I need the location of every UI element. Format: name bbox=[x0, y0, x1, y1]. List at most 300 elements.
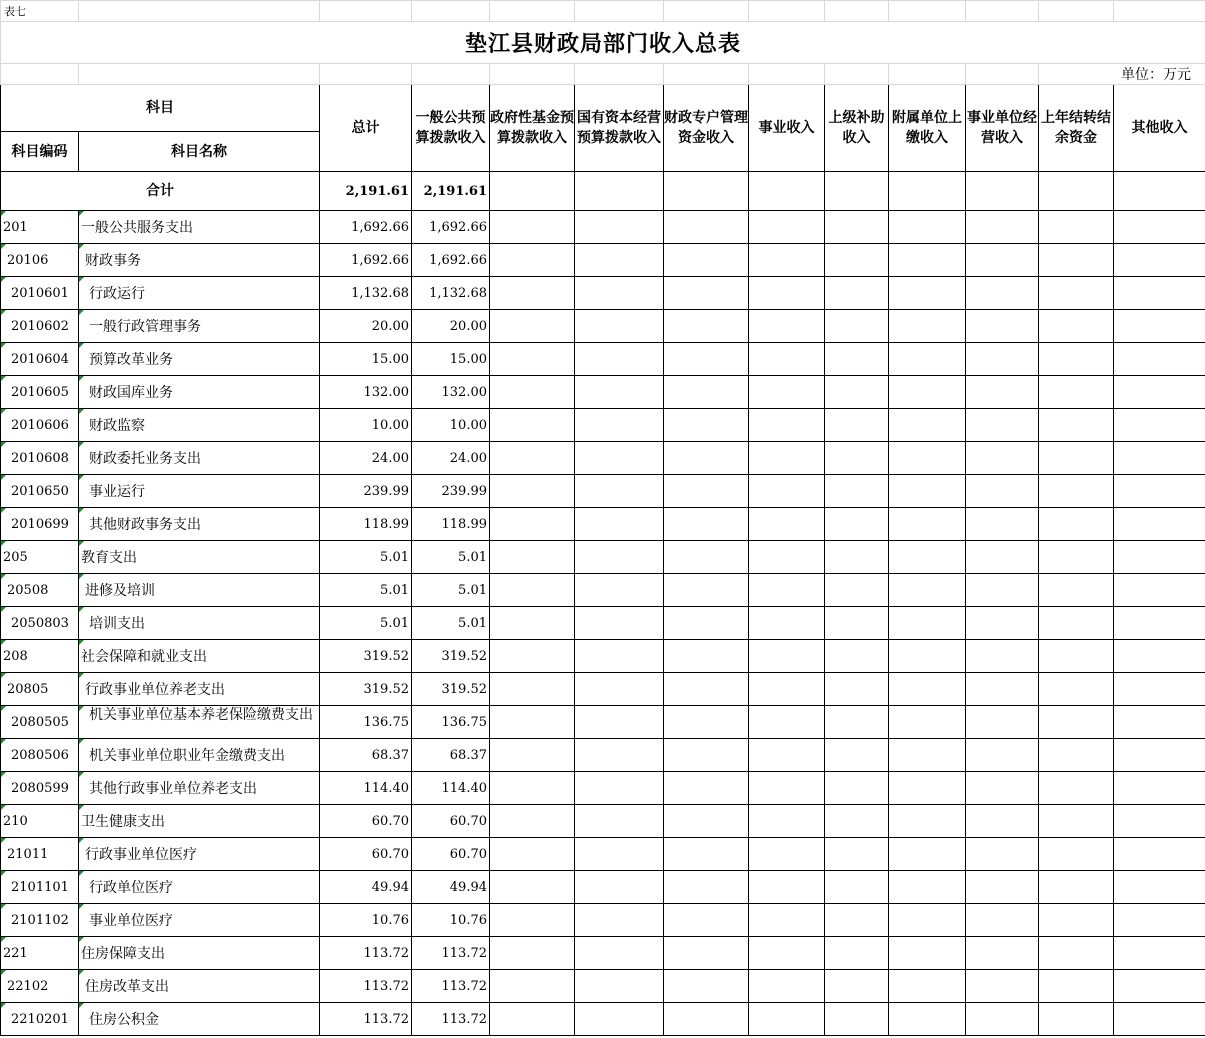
empty-cell bbox=[1039, 805, 1114, 838]
subject-name: 其他行政事业单位养老支出 bbox=[89, 781, 257, 797]
empty-cell bbox=[825, 607, 889, 640]
empty-cell bbox=[825, 838, 889, 871]
cell-marker-icon bbox=[1, 937, 6, 942]
empty-cell bbox=[966, 475, 1039, 508]
subject-code: 2050803 bbox=[11, 615, 69, 631]
subject-name-cell bbox=[79, 277, 320, 310]
subject-name: 行政事业单位医疗 bbox=[85, 847, 197, 863]
empty-cell bbox=[575, 475, 664, 508]
subject-name: 住房公积金 bbox=[89, 1012, 159, 1028]
total-amount: 5.01 bbox=[320, 607, 412, 640]
total-amount: 49.94 bbox=[320, 871, 412, 904]
empty-cell bbox=[664, 343, 749, 376]
empty-cell bbox=[749, 475, 825, 508]
total-sum: 2,191.61 bbox=[320, 172, 412, 211]
empty-cell bbox=[490, 541, 575, 574]
empty-cell bbox=[1039, 541, 1114, 574]
subject-code-cell bbox=[1, 904, 79, 937]
empty-cell bbox=[825, 640, 889, 673]
empty-cell bbox=[889, 871, 966, 904]
subject-name-cell bbox=[79, 838, 320, 871]
empty-cell bbox=[575, 541, 664, 574]
subject-name-cell bbox=[79, 244, 320, 277]
subject-code: 2080505 bbox=[11, 714, 69, 730]
empty-cell bbox=[575, 1003, 664, 1036]
table-row bbox=[1, 442, 1205, 475]
total-amount: 60.70 bbox=[320, 838, 412, 871]
subject-code: 2010699 bbox=[11, 516, 69, 532]
empty-cell bbox=[966, 244, 1039, 277]
subject-name-cell bbox=[79, 937, 320, 970]
empty-cell bbox=[1114, 277, 1205, 310]
subject-name-cell bbox=[79, 871, 320, 904]
empty-cell bbox=[1114, 574, 1205, 607]
table-row bbox=[1, 343, 1205, 376]
empty-cell bbox=[749, 904, 825, 937]
total-amount: 319.52 bbox=[320, 673, 412, 706]
subject-code-cell bbox=[1, 475, 79, 508]
subject-code: 2210201 bbox=[11, 1011, 69, 1027]
empty-cell bbox=[889, 607, 966, 640]
cell-marker-icon bbox=[1, 640, 6, 645]
empty-cell bbox=[1114, 1003, 1205, 1036]
empty-cell bbox=[1039, 937, 1114, 970]
empty-cell bbox=[966, 871, 1039, 904]
cell-marker-icon bbox=[79, 607, 84, 612]
empty-cell bbox=[749, 211, 825, 244]
empty-cell bbox=[1114, 904, 1205, 937]
general-budget-amount: 5.01 bbox=[412, 541, 490, 574]
empty-cell bbox=[966, 607, 1039, 640]
empty-cell bbox=[825, 904, 889, 937]
empty-cell bbox=[664, 1003, 749, 1036]
total-general: 2,191.61 bbox=[412, 172, 490, 211]
cell-marker-icon bbox=[1, 904, 6, 909]
general-budget-amount: 10.76 bbox=[412, 904, 490, 937]
subject-code: 20805 bbox=[7, 681, 49, 697]
subject-name-cell bbox=[79, 970, 320, 1003]
empty-cell bbox=[889, 574, 966, 607]
empty-cell bbox=[966, 574, 1039, 607]
subject-name: 行政单位医疗 bbox=[89, 880, 173, 896]
label-row bbox=[1, 1, 1205, 22]
subject-code-cell bbox=[1, 772, 79, 805]
empty-cell bbox=[825, 508, 889, 541]
subject-name: 财政委托业务支出 bbox=[89, 451, 201, 467]
cell-marker-icon bbox=[79, 640, 84, 645]
empty-cell bbox=[575, 838, 664, 871]
table-row bbox=[1, 640, 1205, 673]
empty-cell bbox=[575, 640, 664, 673]
cell-marker-icon bbox=[79, 970, 84, 975]
general-budget-amount: 5.01 bbox=[412, 574, 490, 607]
total-row bbox=[1, 172, 1205, 211]
empty-cell bbox=[1114, 541, 1205, 574]
total-amount: 113.72 bbox=[320, 970, 412, 1003]
empty-cell bbox=[575, 508, 664, 541]
empty-cell bbox=[664, 574, 749, 607]
total-amount: 136.75 bbox=[320, 706, 412, 739]
empty-cell bbox=[1114, 343, 1205, 376]
empty-cell bbox=[889, 508, 966, 541]
empty-cell bbox=[490, 343, 575, 376]
empty-cell bbox=[490, 937, 575, 970]
total-amount: 113.72 bbox=[320, 1003, 412, 1036]
subject-code-cell bbox=[1, 607, 79, 640]
empty-cell bbox=[1039, 640, 1114, 673]
cell-marker-icon bbox=[1, 772, 6, 777]
empty-cell bbox=[889, 310, 966, 343]
subject-name: 机关事业单位基本养老保险缴费支出 bbox=[89, 707, 313, 723]
table-row bbox=[1, 871, 1205, 904]
empty-cell bbox=[749, 508, 825, 541]
subject-code-cell bbox=[1, 970, 79, 1003]
subject-code: 20106 bbox=[7, 252, 49, 268]
empty-cell bbox=[825, 541, 889, 574]
empty-cell bbox=[825, 772, 889, 805]
subject-name: 社会保障和就业支出 bbox=[81, 649, 207, 665]
empty-cell bbox=[575, 376, 664, 409]
empty-cell bbox=[1039, 673, 1114, 706]
empty-cell bbox=[575, 277, 664, 310]
subject-code: 2010650 bbox=[11, 483, 69, 499]
subject-code-cell bbox=[1, 508, 79, 541]
total-amount: 118.99 bbox=[320, 508, 412, 541]
subject-name: 培训支出 bbox=[89, 616, 145, 632]
subject-code-cell bbox=[1, 277, 79, 310]
header-superior-subsidy: 上级补助收入 bbox=[825, 85, 889, 172]
cell-marker-icon bbox=[79, 904, 84, 909]
empty-cell bbox=[490, 1003, 575, 1036]
header-carryover: 上年结转结余资金 bbox=[1039, 85, 1114, 172]
table-row bbox=[1, 475, 1205, 508]
general-budget-amount: 68.37 bbox=[412, 739, 490, 772]
general-budget-amount: 113.72 bbox=[412, 1003, 490, 1036]
empty-cell bbox=[664, 475, 749, 508]
cell-marker-icon bbox=[79, 937, 84, 942]
subject-code-cell bbox=[1, 211, 79, 244]
empty-cell bbox=[889, 343, 966, 376]
cell-marker-icon bbox=[1, 409, 6, 414]
empty-cell bbox=[889, 475, 966, 508]
empty-cell bbox=[490, 772, 575, 805]
subject-code: 2080599 bbox=[11, 780, 69, 796]
subject-code: 2101102 bbox=[11, 912, 69, 928]
table-row bbox=[1, 244, 1205, 277]
empty-cell bbox=[1039, 904, 1114, 937]
table-row bbox=[1, 904, 1205, 937]
empty-cell bbox=[664, 838, 749, 871]
empty-cell bbox=[966, 772, 1039, 805]
header-row-1 bbox=[1, 85, 1205, 132]
subject-code-cell bbox=[1, 640, 79, 673]
subject-name-cell bbox=[79, 376, 320, 409]
cell-marker-icon bbox=[1, 838, 6, 843]
subject-code: 2010606 bbox=[11, 417, 69, 433]
general-budget-amount: 1,692.66 bbox=[412, 244, 490, 277]
empty-cell bbox=[1114, 706, 1205, 739]
empty-cell bbox=[664, 310, 749, 343]
empty-cell bbox=[966, 937, 1039, 970]
page-title: 垫江县财政局部门收入总表 bbox=[1, 22, 1205, 64]
subject-name-cell bbox=[79, 706, 320, 739]
empty-cell bbox=[749, 871, 825, 904]
table-row bbox=[1, 541, 1205, 574]
table-row bbox=[1, 739, 1205, 772]
empty-cell bbox=[664, 277, 749, 310]
empty-cell bbox=[575, 739, 664, 772]
empty-cell bbox=[749, 970, 825, 1003]
empty-cell bbox=[966, 838, 1039, 871]
cell-marker-icon bbox=[79, 343, 84, 348]
total-label: 合计 bbox=[1, 172, 320, 211]
cell-marker-icon bbox=[1, 607, 6, 612]
general-budget-amount: 10.00 bbox=[412, 409, 490, 442]
unit-label: 单位：万元 bbox=[1039, 64, 1205, 85]
empty-cell bbox=[664, 970, 749, 1003]
empty-cell bbox=[575, 211, 664, 244]
empty-cell bbox=[825, 475, 889, 508]
empty-cell bbox=[749, 310, 825, 343]
total-amount: 1,692.66 bbox=[320, 244, 412, 277]
table-row bbox=[1, 937, 1205, 970]
subject-code-cell bbox=[1, 1003, 79, 1036]
empty-cell bbox=[664, 376, 749, 409]
empty-cell bbox=[749, 640, 825, 673]
empty-cell bbox=[490, 508, 575, 541]
empty-cell bbox=[889, 673, 966, 706]
empty-cell bbox=[1114, 805, 1205, 838]
subject-code: 2010608 bbox=[11, 450, 69, 466]
empty-cell bbox=[749, 409, 825, 442]
subject-code: 20508 bbox=[7, 582, 49, 598]
table-row bbox=[1, 1003, 1205, 1036]
empty-cell bbox=[966, 310, 1039, 343]
general-budget-amount: 118.99 bbox=[412, 508, 490, 541]
empty-cell bbox=[1114, 871, 1205, 904]
subject-code: 201 bbox=[3, 219, 28, 235]
table-row bbox=[1, 277, 1205, 310]
empty-cell bbox=[664, 706, 749, 739]
cell-marker-icon bbox=[1, 805, 6, 810]
empty-cell bbox=[490, 805, 575, 838]
total-amount: 10.00 bbox=[320, 409, 412, 442]
subject-name-cell bbox=[79, 343, 320, 376]
subject-code-cell bbox=[1, 343, 79, 376]
empty-cell bbox=[749, 244, 825, 277]
table-row bbox=[1, 970, 1205, 1003]
subject-code-cell bbox=[1, 376, 79, 409]
total-amount: 5.01 bbox=[320, 541, 412, 574]
empty-cell bbox=[749, 541, 825, 574]
subject-name: 行政运行 bbox=[89, 286, 145, 302]
general-budget-amount: 319.52 bbox=[412, 673, 490, 706]
subject-name-cell bbox=[79, 607, 320, 640]
empty-cell bbox=[889, 739, 966, 772]
cell-marker-icon bbox=[79, 211, 84, 216]
cell-marker-icon bbox=[79, 673, 84, 678]
total-amount: 15.00 bbox=[320, 343, 412, 376]
title-row bbox=[1, 22, 1205, 64]
empty-cell bbox=[749, 838, 825, 871]
subject-name-cell bbox=[79, 772, 320, 805]
empty-cell bbox=[825, 376, 889, 409]
empty-cell bbox=[966, 739, 1039, 772]
empty-cell bbox=[889, 904, 966, 937]
empty-cell bbox=[749, 1003, 825, 1036]
general-budget-amount: 132.00 bbox=[412, 376, 490, 409]
empty-cell bbox=[825, 1003, 889, 1036]
subject-code: 22102 bbox=[7, 978, 49, 994]
general-budget-amount: 60.70 bbox=[412, 838, 490, 871]
subject-name: 其他财政事务支出 bbox=[89, 517, 201, 533]
empty-cell bbox=[1114, 310, 1205, 343]
empty-cell bbox=[664, 937, 749, 970]
table-row bbox=[1, 772, 1205, 805]
header-total: 总计 bbox=[320, 85, 412, 172]
empty-cell bbox=[664, 607, 749, 640]
subject-name-cell bbox=[79, 904, 320, 937]
general-budget-amount: 49.94 bbox=[412, 871, 490, 904]
empty-cell bbox=[889, 244, 966, 277]
subject-name-cell bbox=[79, 541, 320, 574]
subject-code: 2010604 bbox=[11, 351, 69, 367]
empty-cell bbox=[1114, 376, 1205, 409]
empty-cell bbox=[490, 409, 575, 442]
empty-cell bbox=[575, 937, 664, 970]
empty-cell bbox=[490, 211, 575, 244]
empty-cell bbox=[749, 574, 825, 607]
empty-cell bbox=[490, 673, 575, 706]
total-amount: 1,132.68 bbox=[320, 277, 412, 310]
subject-code-cell bbox=[1, 838, 79, 871]
subject-code: 221 bbox=[3, 945, 28, 961]
subject-code: 21011 bbox=[7, 846, 49, 862]
general-budget-amount: 20.00 bbox=[412, 310, 490, 343]
table-row bbox=[1, 607, 1205, 640]
empty-cell bbox=[1114, 673, 1205, 706]
empty-cell bbox=[575, 442, 664, 475]
cell-marker-icon bbox=[79, 772, 84, 777]
subject-name: 一般行政管理事务 bbox=[89, 319, 201, 335]
empty-cell bbox=[490, 607, 575, 640]
cell-marker-icon bbox=[79, 409, 84, 414]
empty-cell bbox=[749, 376, 825, 409]
empty-cell bbox=[575, 673, 664, 706]
header-subject-code: 科目编码 bbox=[1, 132, 79, 172]
empty-cell bbox=[825, 442, 889, 475]
subject-code-cell bbox=[1, 739, 79, 772]
subject-name: 财政监察 bbox=[89, 418, 145, 434]
cell-marker-icon bbox=[1, 739, 6, 744]
empty-cell bbox=[1114, 475, 1205, 508]
empty-cell bbox=[1114, 442, 1205, 475]
empty-cell bbox=[664, 904, 749, 937]
subject-name-cell bbox=[79, 442, 320, 475]
subject-code-cell bbox=[1, 541, 79, 574]
subject-code: 208 bbox=[3, 648, 28, 664]
empty-cell bbox=[490, 706, 575, 739]
empty-cell bbox=[889, 376, 966, 409]
general-budget-amount: 114.40 bbox=[412, 772, 490, 805]
total-amount: 114.40 bbox=[320, 772, 412, 805]
subject-name-cell bbox=[79, 1003, 320, 1036]
cell-marker-icon bbox=[1, 970, 6, 975]
empty-cell bbox=[490, 574, 575, 607]
empty-cell bbox=[1039, 772, 1114, 805]
header-affiliated-unit: 附属单位上缴收入 bbox=[889, 85, 966, 172]
table-row bbox=[1, 508, 1205, 541]
sheet-label: 表七 bbox=[1, 1, 79, 22]
empty-cell bbox=[490, 475, 575, 508]
cell-marker-icon bbox=[79, 244, 84, 249]
subject-name: 财政国库业务 bbox=[89, 385, 173, 401]
empty-cell bbox=[825, 574, 889, 607]
empty-cell bbox=[664, 409, 749, 442]
empty-cell bbox=[966, 1003, 1039, 1036]
total-amount: 60.70 bbox=[320, 805, 412, 838]
cell-marker-icon bbox=[79, 376, 84, 381]
general-budget-amount: 60.70 bbox=[412, 805, 490, 838]
cell-marker-icon bbox=[79, 508, 84, 513]
general-budget-amount: 136.75 bbox=[412, 706, 490, 739]
empty-cell bbox=[490, 970, 575, 1003]
cell-marker-icon bbox=[79, 871, 84, 876]
empty-cell bbox=[1039, 508, 1114, 541]
table-row bbox=[1, 409, 1205, 442]
subject-name-cell bbox=[79, 409, 320, 442]
cell-marker-icon bbox=[1, 376, 6, 381]
empty-cell bbox=[825, 310, 889, 343]
empty-cell bbox=[825, 343, 889, 376]
empty-cell bbox=[749, 343, 825, 376]
empty-cell bbox=[889, 1003, 966, 1036]
empty-cell bbox=[889, 640, 966, 673]
empty-cell bbox=[1114, 838, 1205, 871]
empty-cell bbox=[825, 706, 889, 739]
table-row bbox=[1, 574, 1205, 607]
empty-cell bbox=[825, 970, 889, 1003]
subject-code-cell bbox=[1, 310, 79, 343]
empty-cell bbox=[1039, 706, 1114, 739]
table-row bbox=[1, 838, 1205, 871]
empty-cell bbox=[1039, 409, 1114, 442]
empty-cell bbox=[490, 277, 575, 310]
empty-cell bbox=[966, 805, 1039, 838]
empty-cell bbox=[575, 706, 664, 739]
empty-cell bbox=[749, 805, 825, 838]
empty-cell bbox=[966, 442, 1039, 475]
header-business-operation: 事业单位经营收入 bbox=[966, 85, 1039, 172]
empty-cell bbox=[664, 211, 749, 244]
empty-cell bbox=[490, 310, 575, 343]
empty-cell bbox=[966, 277, 1039, 310]
empty-cell bbox=[1039, 838, 1114, 871]
cell-marker-icon bbox=[79, 706, 84, 711]
empty-cell bbox=[575, 343, 664, 376]
empty-cell bbox=[889, 409, 966, 442]
empty-cell bbox=[966, 508, 1039, 541]
total-amount: 20.00 bbox=[320, 310, 412, 343]
subject-code: 2101101 bbox=[11, 879, 69, 895]
empty-cell bbox=[889, 937, 966, 970]
empty-cell bbox=[1114, 739, 1205, 772]
cell-marker-icon bbox=[79, 442, 84, 447]
empty-cell bbox=[966, 409, 1039, 442]
general-budget-amount: 1,132.68 bbox=[412, 277, 490, 310]
general-budget-amount: 319.52 bbox=[412, 640, 490, 673]
general-budget-amount: 24.00 bbox=[412, 442, 490, 475]
